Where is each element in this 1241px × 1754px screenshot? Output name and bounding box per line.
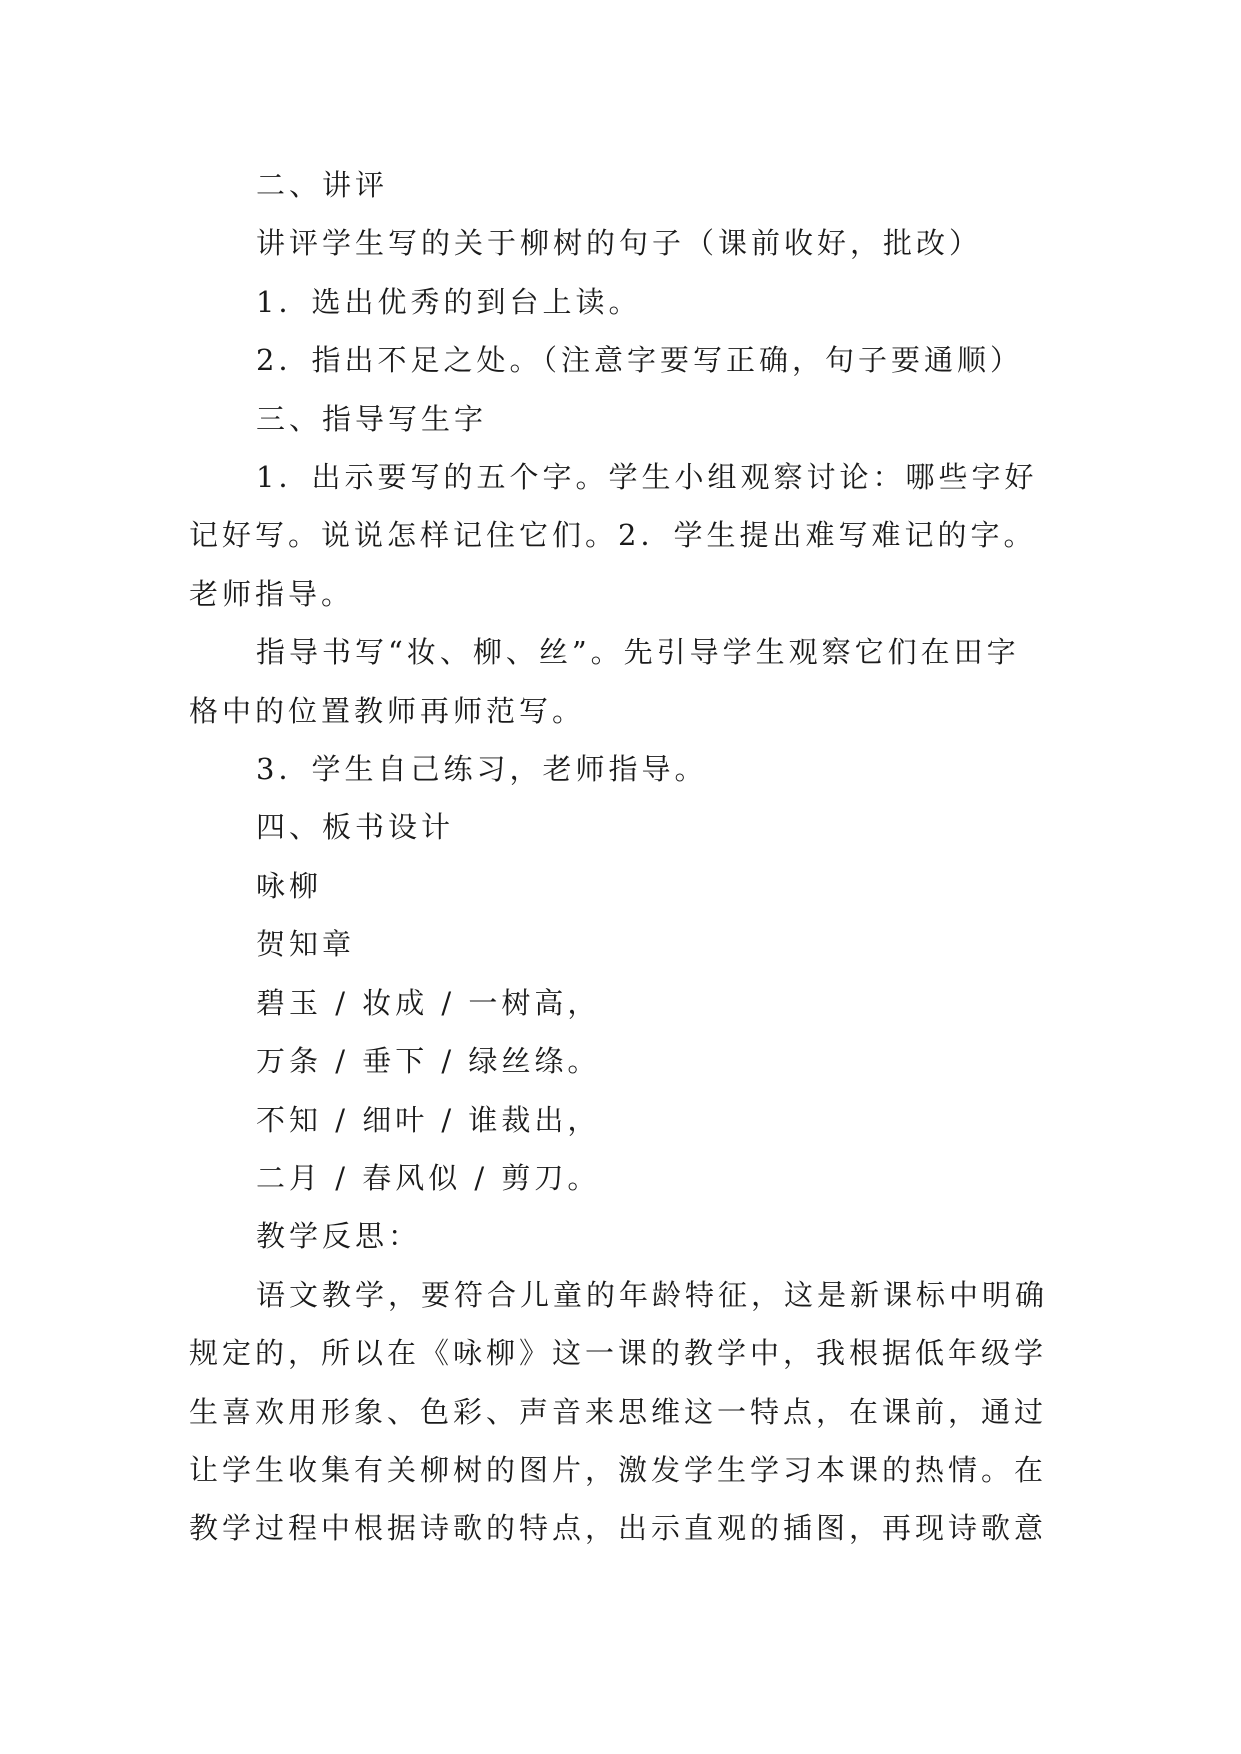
paragraph-writing-guide: 指导书写“妆、柳、丝”。先引导学生观察它们在田字格中的位置教师再师范写。 — [189, 635, 1020, 728]
paragraph-reflection: 语文教学，要符合儿童的年龄特征，这是新课标中明确规定的，所以在《咏柳》这一课的教学中，我根据低年级学生喜欢用形象、色彩、声音来思维这一特点，在课前，通过让学生收集有关柳树的图片，激发学生学习本课的热情。在教学过程中根据诗歌的特点，出示直观的插图，再现诗歌意 — [189, 1277, 1049, 1546]
list-item-review-1: 1．选出优秀的到台上读。 — [256, 284, 642, 319]
poem-line-2: 万条 / 垂下 / 绿丝绦。 — [256, 1044, 601, 1079]
poem-line-1: 碧玉 / 妆成 / 一树高， — [256, 985, 601, 1020]
section-heading-review: 二、讲评 — [256, 168, 389, 202]
section-heading-board: 四、板书设计 — [256, 810, 455, 845]
list-item-writing-3: 3．学生自己练习，老师指导。 — [256, 752, 708, 787]
section-heading-writing: 三、指导写生字 — [256, 401, 488, 436]
list-item-review-2: 2．指出不足之处。（注意字要写正确，句子要通顺） — [256, 343, 1023, 378]
poem-title: 咏柳 — [256, 868, 323, 903]
section-heading-reflection: 教学反思： — [256, 1219, 422, 1254]
document-body — [189, 156, 1049, 1558]
paragraph-review-intro: 讲评学生写的关于柳树的句子（课前收好，批改） — [256, 226, 983, 261]
poem-line-4: 二月 / 春风似 / 剪刀。 — [256, 1160, 601, 1195]
poem-author: 贺知章 — [256, 927, 356, 962]
poem-line-3: 不知 / 细叶 / 谁裁出， — [256, 1102, 601, 1137]
list-item-writing-1: 1．出示要写的五个字。学生小组观察讨论：哪些字好记好写。说说怎样记住它们。2．学生提出难写难记的字。老师指导。 — [189, 460, 1038, 611]
